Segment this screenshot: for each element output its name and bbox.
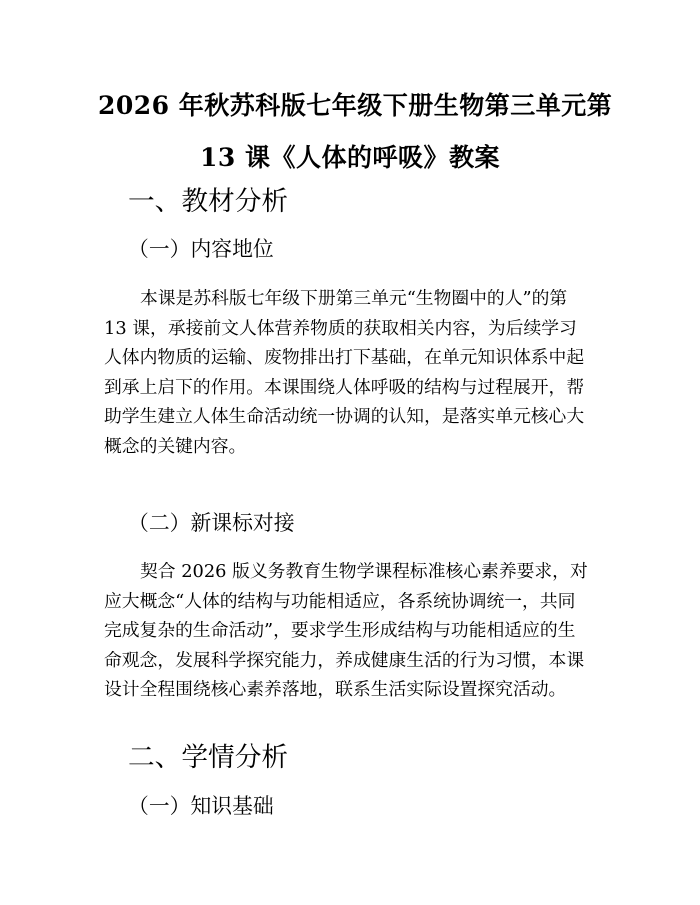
- subsection-heading-content-position: [0, 235, 700, 263]
- subsection-heading-curriculum-standard: [0, 509, 700, 537]
- paragraph-line: 助学生建立人体生命活动统一协调的认知，是落实单元核心大: [104, 406, 585, 428]
- paragraph-line: 契合 2026 版义务教育生物学课程标准核心素养要求，对: [140, 561, 588, 582]
- subsection-heading: （一）知识基础: [128, 794, 274, 818]
- paragraph-content-position: [0, 284, 700, 462]
- paragraph-line: 13 课，承接前文人体营养物质的获取相关内容，为后续学习: [104, 317, 577, 339]
- title-line-1: 2026 年秋苏科版七年级下册生物第三单元第: [98, 91, 613, 120]
- paragraph-line: 完成复杂的生命活动”，要求学生形成结构与功能相适应的生: [104, 620, 576, 642]
- title-line-2: 13 课《人体的呼吸》教案: [200, 143, 500, 172]
- section-heading-learner-analysis: [0, 744, 700, 772]
- paragraph-line: 设计全程围绕核心素养落地，联系生活实际设置探究活动。: [104, 679, 567, 701]
- document-title: [98, 80, 613, 184]
- paragraph-line: 概念的关键内容。: [104, 435, 247, 457]
- subsection-heading: （一）内容地位: [128, 237, 274, 261]
- paragraph: [0, 557, 700, 705]
- section-heading-teaching-material-analysis: [0, 188, 700, 216]
- paragraph: [0, 284, 700, 462]
- paragraph-line: 应大概念“人体的结构与功能相适应，各系统协调统一，共同: [104, 590, 576, 612]
- section-heading: 二、学情分析: [128, 742, 289, 773]
- paragraph-line: 本课是苏科版七年级下册第三单元“生物圈中的人”的第: [140, 288, 568, 309]
- subsection-heading: （二）新课标对接: [128, 511, 295, 535]
- subsection-heading-knowledge-base: [0, 792, 700, 820]
- paragraph-curriculum-standard: [0, 557, 700, 705]
- section-heading: 一、教材分析: [128, 186, 289, 217]
- paragraph-line: 人体内物质的运输、废物排出打下基础，在单元知识体系中起: [104, 347, 585, 369]
- paragraph-line: 命观念，发展科学探究能力，养成健康生活的行为习惯，本课: [104, 649, 585, 671]
- paragraph-line: 到承上启下的作用。本课围绕人体呼吸的结构与过程展开，帮: [104, 376, 585, 398]
